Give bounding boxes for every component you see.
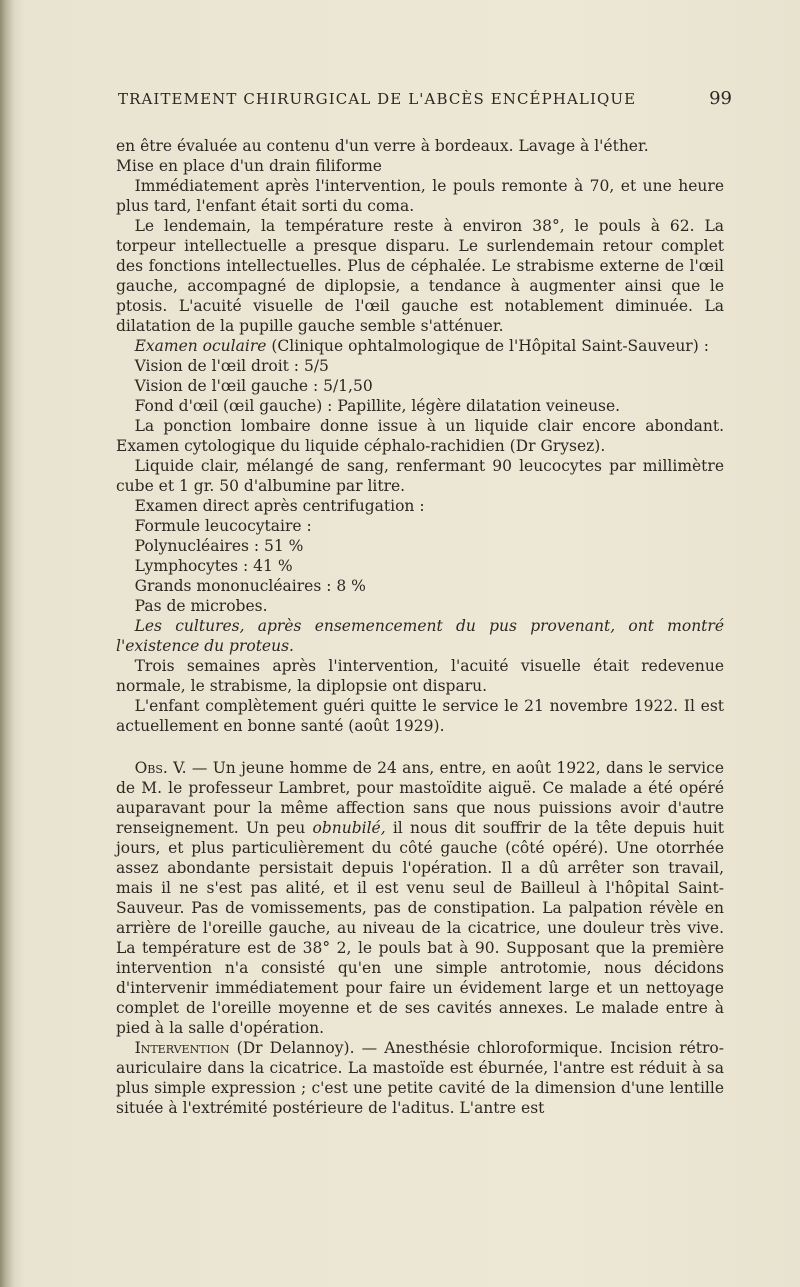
- formule-leucocytaire: Formule leucocytaire :: [134, 517, 312, 535]
- paragraph-intervention: [116, 1038, 724, 1118]
- examen-oculaire-text: (Clinique ophtalmologique de l'Hôpital Saint-Sauveur) :: [266, 337, 709, 355]
- observation-text-continued: il nous dit souffrir de la tête depuis huit jours, et plus particulièrement du côté gauche (côté opéré). Une otorrhée assez abondante persistait depuis l'opération. Il a dû arrêter son travail, mais il ne s'est pas alité, et il est venu seul de Bailleul à l'hôpital Saint-Sauveur. Pas de vomissements, pas de constipation. La palpation révèle en arrière de l'oreille gauche, au niveau de la cicatrice, une douleur très vive. La température est de 38° 2, le pouls bat à 90. Supposant que la première intervention n'a consisté qu'en une simple antrotomie, nous décidons d'intervenir immédiatement pour faire un évidement large et un nettoyage complet de l'oreille moyenne et de ses cavités annexes. Le malade entre à pied à la salle d'opération.: [116, 819, 724, 1037]
- examen-oculaire-label: Examen oculaire: [134, 337, 267, 355]
- lymphocytes: Lymphocytes : 41 %: [134, 557, 293, 575]
- grands-mononucleaires: Grands mononucléaires : 8 %: [134, 577, 366, 595]
- observation-text: Un jeune homme de 24 ans, entre, en août 1922, dans le service de M. le professeur Lambret, pour mastoïdite aiguë. Ce malade a été opéré auparavant pour la même affection sans que nous puissions avoir d'autre renseignement. Un peu: [116, 759, 724, 837]
- vision-oeil-gauche: Vision de l'œil gauche : 5/1,50: [134, 377, 373, 395]
- pas-de-microbes: Pas de microbes.: [134, 597, 268, 615]
- examen-direct: Examen direct après centrifugation :: [134, 497, 425, 515]
- paragraph-continuation-line2: Mise en place d'un drain filiforme: [116, 157, 382, 175]
- section-gap: [116, 736, 724, 758]
- paragraph-ponction-lombaire: La ponction lombaire donne issue à un liquide clair encore abondant. Examen cytologique du liquide céphalo-rachidien (Dr Grysez).: [116, 417, 724, 455]
- page-header: [118, 88, 738, 116]
- paragraph-liquide-clair: Liquide clair, mélangé de sang, renfermant 90 leucocytes par millimètre cube et 1 gr. 50 d'albumine par litre.: [116, 457, 724, 495]
- polynucleaires: Polynucléaires : 51 %: [134, 537, 304, 555]
- observation-label: Obs. V. —: [134, 759, 208, 777]
- paragraph-after-intervention: Immédiatement après l'intervention, le pouls remonte à 70, et une heure plus tard, l'enfant était sorti du coma.: [116, 177, 724, 215]
- paragraph-examen-oculaire: [116, 336, 724, 356]
- paragraph-lendemain: Le lendemain, la température reste à environ 38°, le pouls à 62. La torpeur intellectuelle a presque disparu. Le surlendemain retour complet des fonctions intellectuelles. Plus de céphalée. Le strabisme externe de l'œil gauche, accompagné de diplopsie, a tendance à augmenter ainsi que le ptosis. L'acuité visuelle de l'œil gauche est notablement diminuée. La dilatation de la pupille gauche semble s'atténuer.: [116, 217, 724, 335]
- paragraph-observation-v: [116, 758, 724, 1038]
- paragraph-trois-semaines: Trois semaines après l'intervention, l'acuité visuelle était redevenue normale, le strabisme, la diplopsie ont disparu.: [116, 657, 724, 695]
- running-title: TRAITEMENT CHIRURGICAL DE L'ABCÈS ENCÉPHALIQUE: [118, 90, 637, 108]
- page-number: 99: [709, 88, 732, 109]
- vision-oeil-droit: Vision de l'œil droit : 5/5: [134, 357, 329, 375]
- paragraph-enfant-gueri: L'enfant complètement guéri quitte le service le 21 novembre 1922. Il est actuellement en bonne santé (août 1929).: [116, 697, 724, 735]
- intervention-text: (Dr Delannoy). — Anesthésie chloroformique. Incision rétro-auriculaire dans la cicatrice. La mastoïde est éburnée, l'antre est réduit à sa plus simple expression ; c'est une petite cavité de la dimension d'une lentille située à l'extrémité postérieure de l'aditus. L'antre est: [116, 1039, 724, 1117]
- intervention-label: Intervention: [134, 1039, 230, 1057]
- fond-oeil: Fond d'œil (œil gauche) : Papillite, légère dilatation veineuse.: [134, 397, 621, 415]
- page-body: [116, 136, 724, 1118]
- paragraph-cultures: Les cultures, après ensemencement du pus provenant, ont montré l'existence du proteus.: [116, 617, 724, 655]
- paragraph-continuation-line1: en être évaluée au contenu d'un verre à bordeaux. Lavage à l'éther.: [116, 137, 649, 155]
- observation-italic: obnubilé,: [312, 819, 386, 837]
